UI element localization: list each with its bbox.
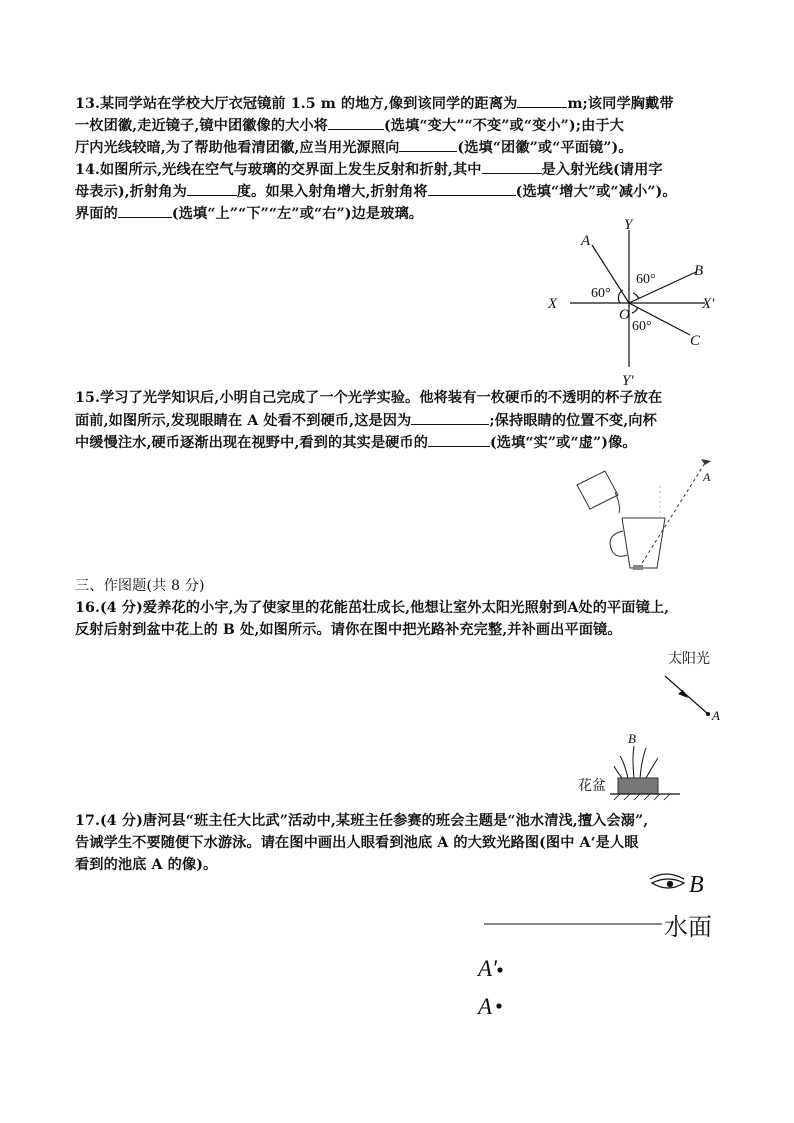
q15-blank-reason[interactable] — [411, 409, 489, 425]
pouring-jug — [577, 471, 618, 509]
sun-ray — [665, 676, 708, 714]
label-bottom-a: A — [478, 994, 493, 1019]
label-point-a: A — [712, 708, 720, 723]
q13-text-2a: 一枚团徽,走近镜子,镜中团徽像的大小将 — [75, 118, 328, 134]
angle-arc-ob — [633, 293, 639, 299]
q16-text-1: 16.(4 分)爱养花的小宇,为了使家里的花能茁壮成长,他想让室外太阳光照射到A处的平面镜上, — [75, 600, 670, 616]
q15-text-3b: (选填“实”或“虚”)像。 — [489, 435, 637, 451]
label-x: X — [548, 296, 558, 312]
q13-line-2 — [75, 114, 735, 137]
q13-text-2b: (选填“变大”“不变”或“变小”);由于大 — [383, 118, 624, 134]
q13-blank-distance[interactable] — [517, 92, 567, 108]
label-water-surface: 水面 — [664, 915, 712, 941]
point-a — [706, 712, 710, 716]
label-b: B — [694, 263, 704, 279]
point-bottom-a — [496, 1003, 501, 1008]
label-o: O — [619, 307, 630, 323]
sight-line — [639, 463, 705, 568]
flower-plant — [614, 746, 658, 778]
label-image-a: A′ — [478, 956, 498, 981]
ground-hatching — [614, 794, 670, 800]
refraction-diagram — [540, 215, 740, 390]
label-c: C — [690, 333, 701, 349]
q14-line-2 — [75, 180, 735, 203]
q14-blank-incident[interactable] — [482, 158, 542, 174]
q17-text-1: 17.(4 分)唐河县“班主任大比武”活动中,某班主任参赛的班会主题是“池水清浅,擅入会溺”, — [75, 813, 649, 829]
q16-line-1 — [75, 597, 735, 619]
eye-icon — [650, 874, 684, 888]
q13-text-3b: (选填“团徽”或“平面镜”)。 — [457, 140, 633, 156]
label-eye-b: B — [689, 872, 704, 898]
q15-line-3 — [75, 431, 735, 454]
label-pot: 花盆 — [578, 779, 606, 794]
q14-text-3b: (选填“上”“下”“左”或“右”)边是玻璃。 — [171, 206, 424, 222]
q13-text-1b: m;该同学胸戴带 — [567, 96, 674, 112]
label-sunlight: 太阳光 — [668, 652, 710, 667]
q15-text-3a: 中缓慢注水,硬币逐渐出现在视野中,看到的其实是硬币的 — [75, 435, 428, 451]
q15-text-2b: ;保持眼睛的位置不变,向杯 — [489, 413, 657, 429]
angle-arc-oc — [632, 307, 638, 313]
q14-line-1 — [75, 158, 735, 181]
point-image-a — [497, 967, 502, 972]
section3-title-text: 三、作图题(共 8 分) — [75, 578, 205, 594]
q14-text-3a: 界面的 — [75, 206, 118, 222]
eye-pupil — [667, 881, 673, 887]
coin — [633, 565, 643, 570]
q17-line-1 — [75, 810, 735, 832]
q13-blank-size[interactable] — [328, 114, 384, 130]
q13-line-3 — [75, 136, 735, 159]
q14-text-2a: 母表示),折射角为 — [75, 184, 187, 200]
label-eye-a: A — [703, 470, 711, 484]
angle-label-ob: 60° — [636, 272, 656, 287]
q14-text-1a: 14.如图所示,光线在空气与玻璃的交界面上发生反射和折射,其中 — [75, 162, 482, 178]
section3-title — [75, 575, 735, 597]
q15-blank-image[interactable] — [428, 431, 490, 447]
q13-blank-light[interactable] — [399, 136, 457, 152]
q15-text-2a: 面前,如图所示,发现眼睛在 A 处看不到硬币,这是因为 — [75, 413, 412, 429]
sunlight-flower-figure — [570, 640, 730, 805]
q14-text-2c: (选填“增大”或“减小”)。 — [515, 184, 677, 200]
q16-text-2: 反射后射到盆中花上的 B 处,如图所示。请你在图中把光路补充完整,并补画出平面镜。 — [75, 622, 622, 638]
q14-blank-angle[interactable] — [187, 180, 237, 196]
q17-text-2: 告诫学生不要随便下水游泳。请在图中画出人眼看到池底 A 的大致光路图(图中 A‘是人眼 — [75, 835, 639, 851]
label-a: A — [581, 233, 591, 249]
cup-coin-figure — [565, 455, 725, 575]
label-point-b: B — [628, 731, 636, 746]
label-x-prime: X′ — [702, 296, 715, 312]
q14-text-2b: 度。如果入射角增大,折射角将 — [236, 184, 428, 200]
pool-figure — [470, 865, 730, 1025]
q17-line-2 — [75, 832, 735, 854]
angle-label-oc: 60° — [632, 319, 652, 334]
arrow-icon — [678, 690, 688, 698]
q15-line-2 — [75, 409, 735, 432]
q13-line-1 — [75, 92, 735, 115]
flower-pot — [618, 778, 658, 794]
q13-text-1a: 13.某同学站在学校大厅衣冠镜前 1.5 m 的地方,像到该同学的距离为 — [75, 96, 518, 112]
q14-text-1b: 是入射光线(请用字 — [541, 162, 663, 178]
q13-text-3a: 厅内光线较暗,为了帮助他看清团徽,应当用光源照向 — [75, 140, 400, 156]
label-y: Y — [624, 217, 633, 233]
q16-line-2 — [75, 619, 735, 641]
label-y-prime: Y′ — [622, 373, 634, 389]
angle-label-ao: 60° — [591, 286, 611, 301]
q15-text-1: 15.学习了光学知识后,小明自己完成了一个光学实验。他将装有一枚硬币的不透明的杯子放在 — [75, 390, 663, 406]
q14-blank-side[interactable] — [118, 202, 172, 218]
q15-line-1 — [75, 387, 735, 409]
q14-blank-change[interactable] — [428, 180, 516, 196]
eye-icon — [701, 459, 711, 465]
q17-text-3: 看到的池底 A 的像)。 — [75, 857, 218, 873]
